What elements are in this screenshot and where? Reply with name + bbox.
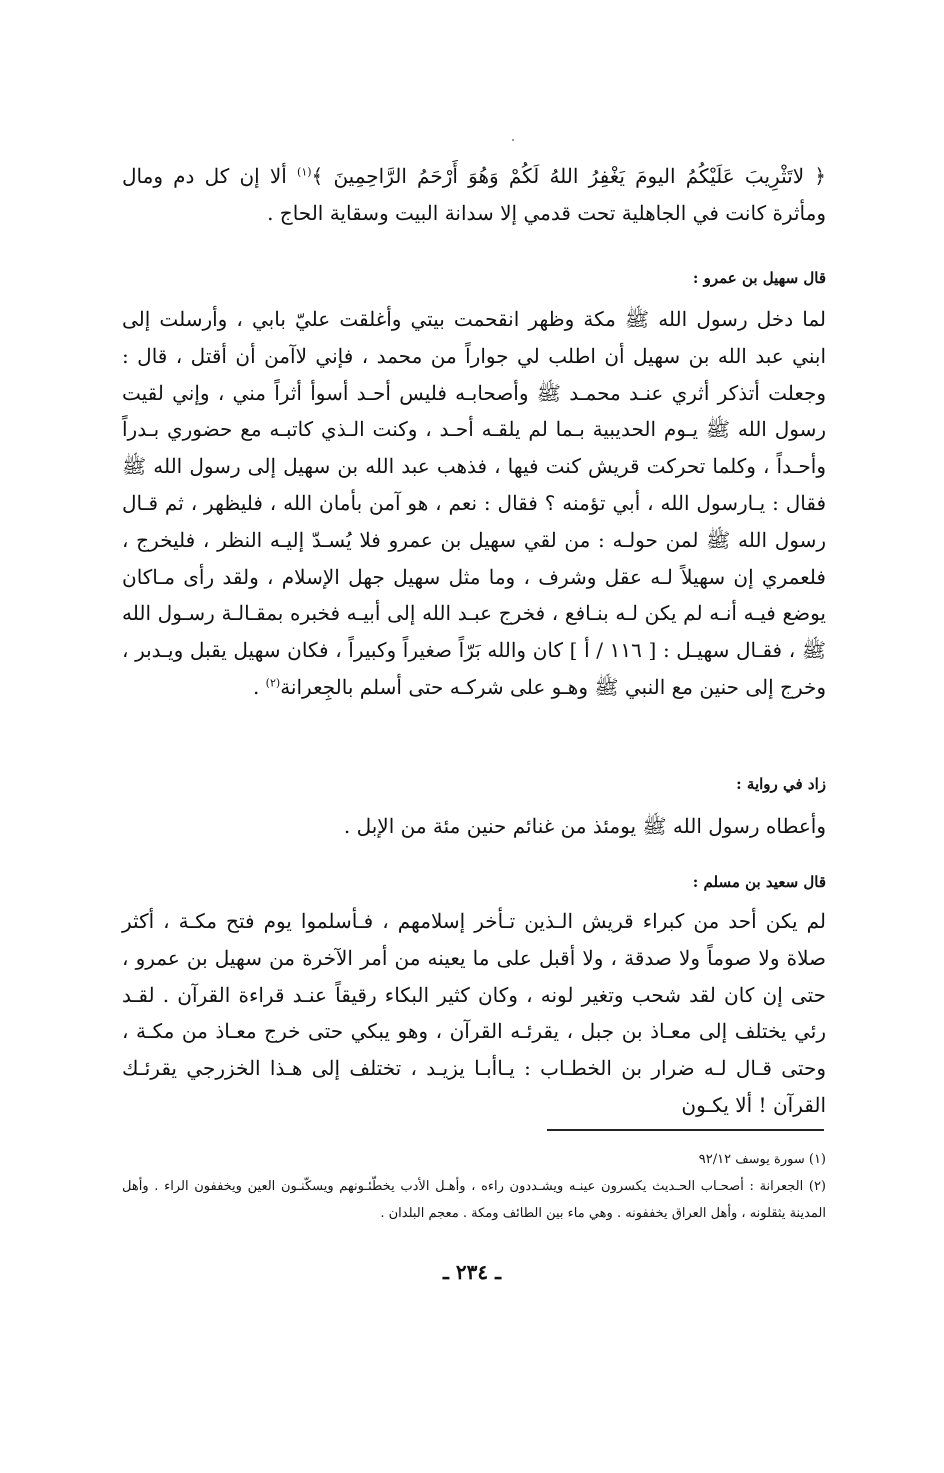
intro-rest: ألا إن كل دم ومال ومأثرة كانت في الجاهلية تحت قدمي إلا سدانة البيت وسقاية الحاج . [122,164,826,225]
footnote-ref-2: (٢) [265,676,281,690]
paragraph-suhayl-text: لما دخل رسول الله ﷺ مكة وظهر انقحمت بيتي وأغلقت عليّ بابي ، وأرسلت إلى ابني عبد الله بن سهيل أن اطلب لي جواراً من محمد ، فإني لاآمن أن أقتل ، قال : وجعلت أتذكر أثري عنـد محمـد ﷺ وأصحابـه فليس أحـد أسوأ أثراً مني ، وإني لقيت رسول الله ﷺ يـوم الحديبية بـما لم يلقـه أحـد ، وكنت الـذي كاتبـه مع حضوري بـدراً وأحـداً ، وكلما تحركت قريش كنت فيها ، فذهب عبد الله بن سهيل إلى رسول الله ﷺ فقال : يـارسول الله ، أبي تؤمنه ؟ فقال : نعم ، هو آمن بأمان الله ، فليظهر ، ثم قـال رسول الله ﷺ لمن حولـه : من لقي سهيل بن عمرو فلا يُسـدّ إليـه النظر ، فليخرج ، فلعمري إن سهيلاً لـه عقل وشرف ، وما مثل سهيل جهل الإسلام ، ولقد رأى مـاكان يوضع فيـه أنـه لم يكن لـه بنـافع ، فخرج عبـد الله إلى أبيـه فخبره بمقـالـة رسـول الله ﷺ ، فقـال سهيـل : [ ١١٦ / أ ] كان والله بَرّاً صغيراً وكبيراً ، فكان سهيل يقبل ويـدبر ، وخرج إلى حنين مع النبي ﷺ وهـو على شركـه حتى أسلم بالجِعرانة [122,307,826,699]
quran-bracket-close: ﴾ [311,164,324,188]
footnotes [122,1146,826,1227]
intro-paragraph [122,158,826,232]
footnote-ref-1: (١) [297,165,312,179]
paragraph-suhayl [122,301,826,706]
paragraph-riwaya: وأعطاه رسول الله ﷺ يومئذ من غنائم حنين مئة من الإبل . [343,814,826,838]
page-number: ـ ٢٣٤ ـ [443,1260,501,1284]
heading-suhayl: قال سهيل بن عمرو : [692,269,826,287]
quran-bracket-open: ﴿ [814,164,827,188]
paragraph-said: لم يكن أحد من كبراء قريش الـذين تـأخر إسلامهم ، فـأسلموا يوم فتح مكـة ، أكثر صلاة ولا صوماً ولا صدقة ، ولا أقبل على ما يعينه من أمر الآخرة من سهيل بن عمرو ، حتى إن كان لقد شحب وتغير لونه ، وكان كثير البكاء رقيقاً عنـد قراءة القرآن . لقـد رئي يختلف إلى معـاذ بن جبل ، يقرئـه القرآن ، وهو يبكي حتى خرج معـاذ من مكـة ، وحتى قـال لـه ضرار بن الخطـاب : يـاأبـا يزيـد ، تختلف إلى هـذا الخزرجي يقرئـك القرآن ! ألا يكـون [122,909,826,1117]
quran-verse: لاتَثْرِيبَ عَلَيْكُمُ اليومَ يَغْفِرُ اللهُ لَكُمْ وَهُوَ أَرْحَمُ الرَّاحِمِينَ [333,164,805,188]
heading-said: قال سعيد بن مسلم : [692,873,826,891]
footnote-1: (١) سورة يوسف ٩٢/١٢ [698,1152,826,1167]
heading-riwaya: زاد في رواية : [736,775,826,793]
paragraph-suhayl-end: . [252,674,266,699]
footnote-2: (٢) الجعرانة : أصحـاب الحـديث يكسرون عينـه ويشـددون راءه ، وأهـل الأدب يخطّئـونهم ويسكّنـون العين ويخففون الراء . وأهل المدينة يثقلونه ، وأهل العراق يخففونه . وهي ماء بين الطائف ومكة . معجم البلدان . [122,1179,826,1221]
footnote-divider [547,1129,824,1131]
scan-speck [512,139,514,141]
